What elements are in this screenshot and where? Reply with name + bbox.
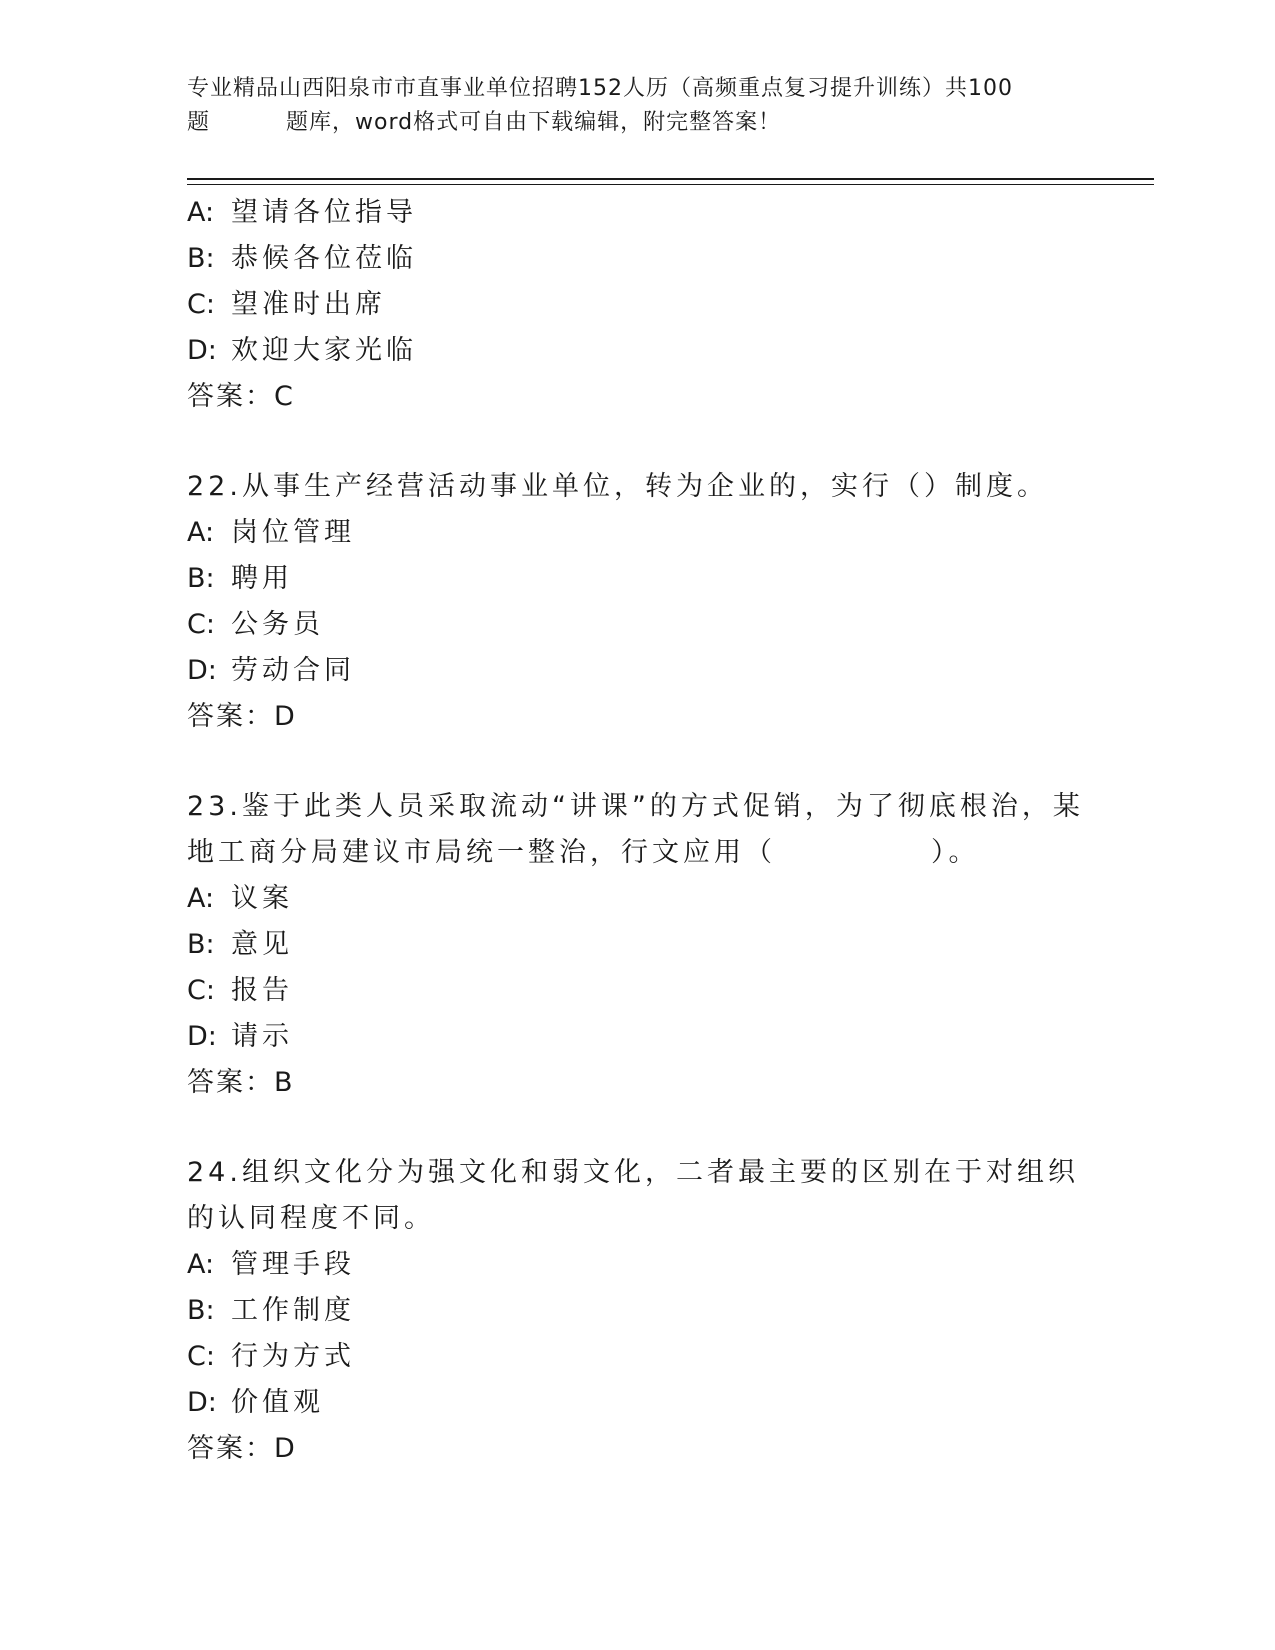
- header-title-line2: [187, 106, 1107, 140]
- question-block-24: [187, 1150, 1087, 1472]
- header-rule-thin: [187, 184, 1154, 185]
- option-d: D: 欢迎大家光临: [187, 335, 417, 366]
- header-title-line1: 专业精品山西阳泉市市直事业单位招聘152人历（高频重点复习提升训练）共100: [187, 76, 1013, 101]
- option-c: C: 公务员: [187, 609, 324, 640]
- question-text: 24.组织文化分为强文化和弱文化，二者最主要的区别在于对组织的认同程度不同。: [187, 1157, 1079, 1234]
- option-b: B: 工作制度: [187, 1295, 355, 1326]
- option-b: B: 意见: [187, 929, 293, 960]
- document-header: [187, 72, 1107, 140]
- option-a: A: 议案: [187, 883, 293, 914]
- option-a: A: 望请各位指导: [187, 197, 417, 228]
- answer: 答案：D: [187, 1433, 297, 1464]
- option-d: D: 请示: [187, 1021, 293, 1052]
- option-a: A: 管理手段: [187, 1249, 355, 1280]
- question-text: 23.鉴于此类人员采取流动“讲课”的方式促销，为了彻底根治，某地工商分局建议市局统一整治，行文应用（ ）。: [187, 791, 1084, 868]
- answer: 答案：C: [187, 381, 295, 412]
- option-c: C: 行为方式: [187, 1341, 355, 1372]
- question-block-23: [187, 784, 1087, 1106]
- header-line2-right: 题库，word格式可自由下载编辑，附完整答案！: [286, 110, 782, 135]
- option-c: C: 望准时出席: [187, 289, 386, 320]
- option-b: B: 恭候各位莅临: [187, 243, 417, 274]
- header-rule-thick: [187, 178, 1154, 180]
- question-block-22: [187, 464, 1087, 740]
- option-a: A: 岗位管理: [187, 517, 355, 548]
- question-list: [187, 190, 1087, 1472]
- option-d: D: 价值观: [187, 1387, 324, 1418]
- answer: 答案：B: [187, 1067, 295, 1098]
- option-b: B: 聘用: [187, 563, 293, 594]
- header-line2-left: 题: [187, 110, 211, 135]
- question-text: 22.从事生产经营活动事业单位，转为企业的，实行（）制度。: [187, 471, 1048, 502]
- answer: 答案：D: [187, 701, 297, 732]
- option-d: D: 劳动合同: [187, 655, 355, 686]
- question-block-21: [187, 190, 1087, 420]
- option-c: C: 报告: [187, 975, 293, 1006]
